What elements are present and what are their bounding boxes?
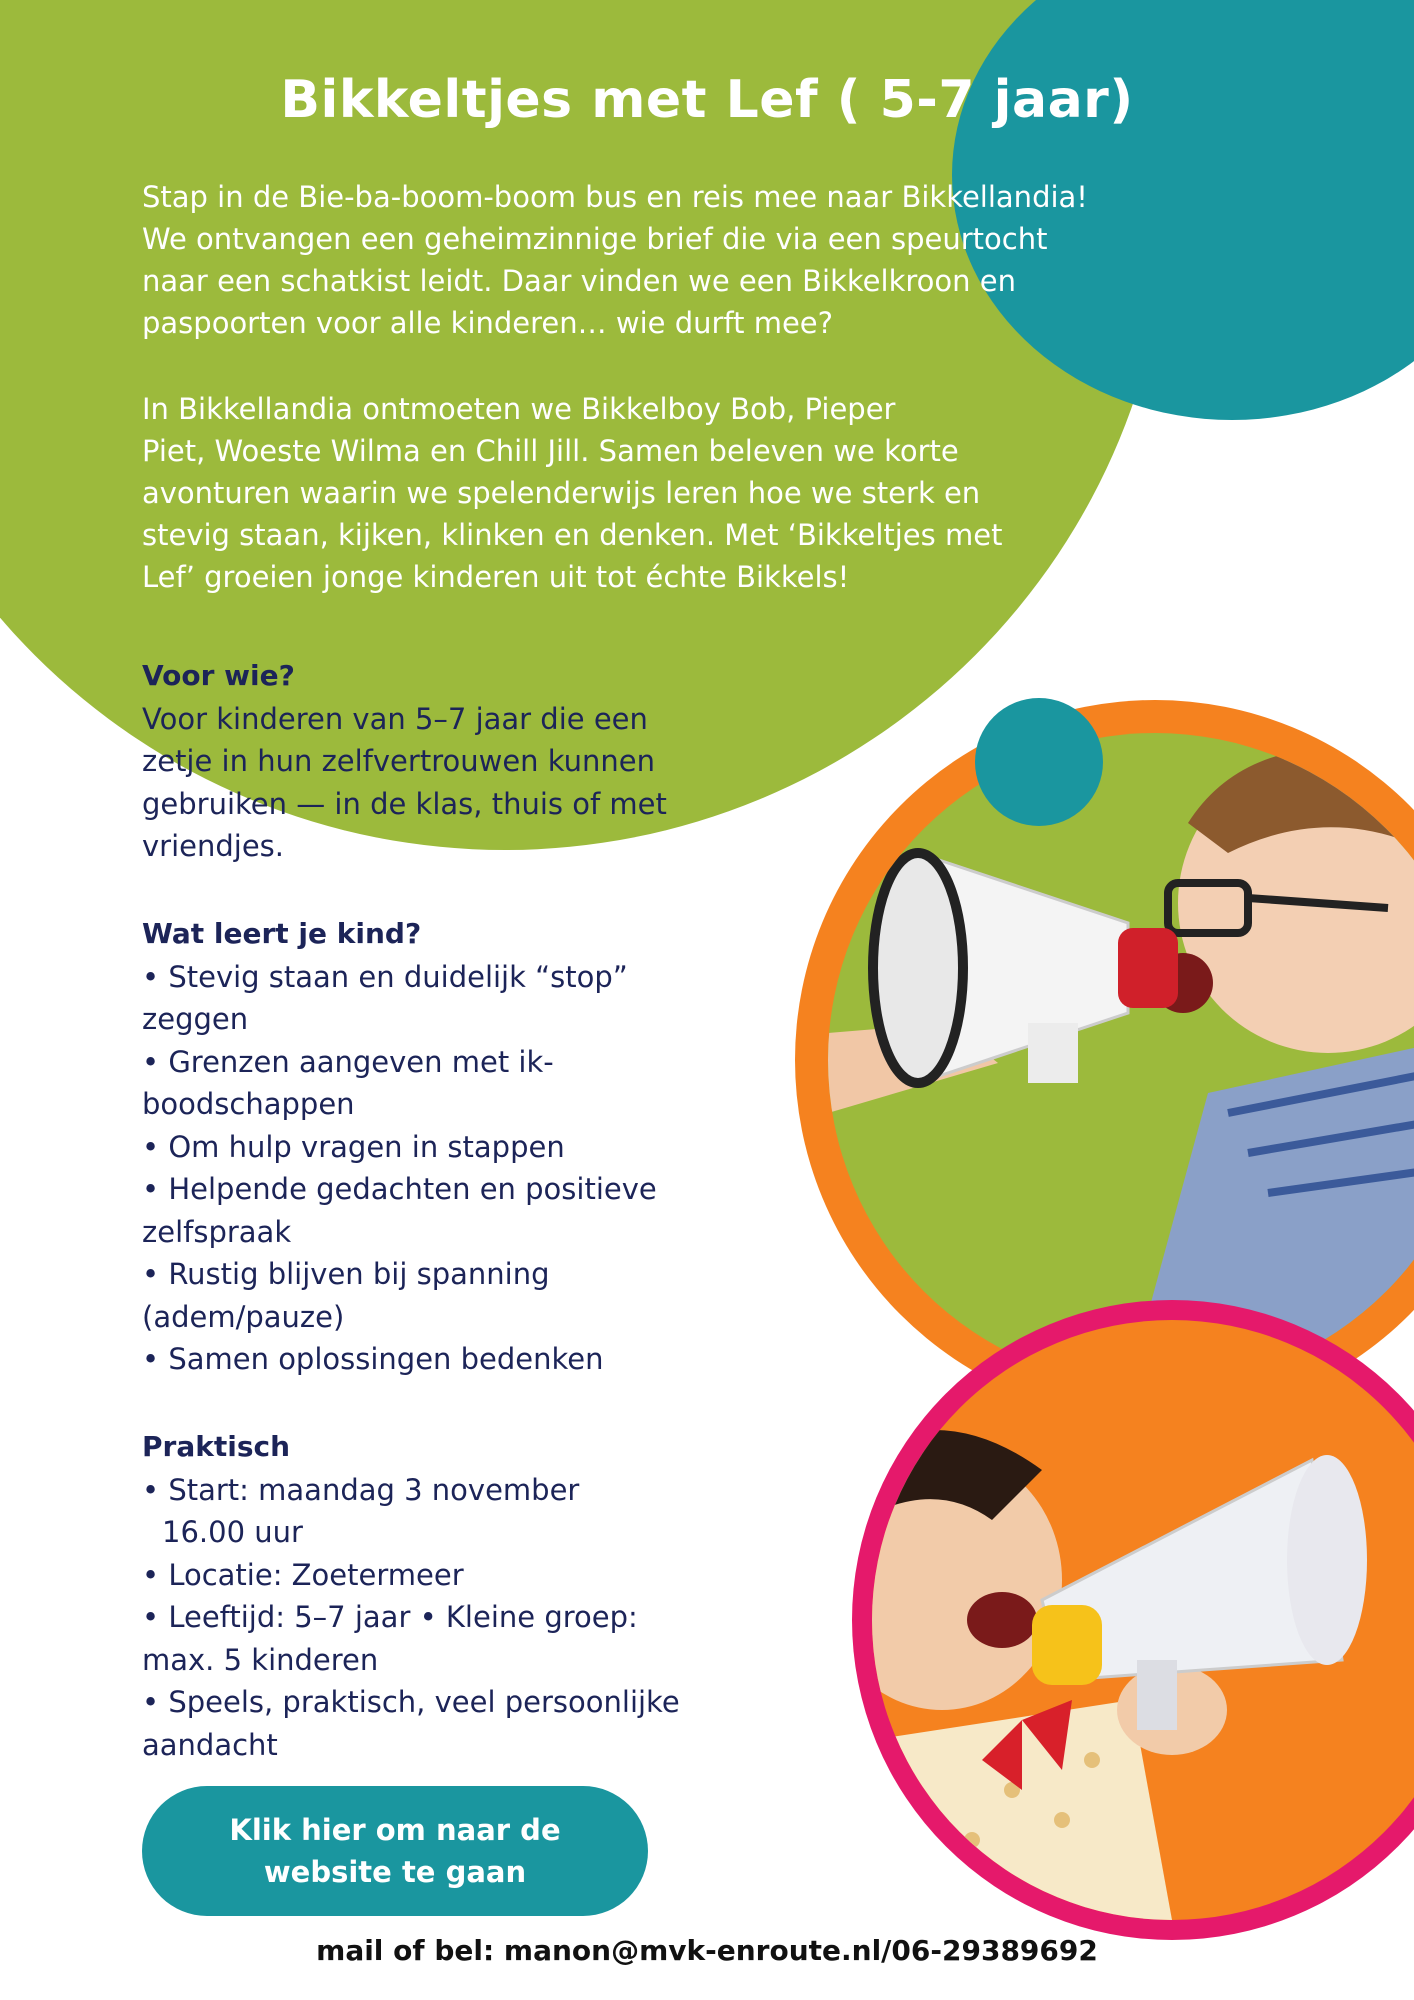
text-line: gebruiken — in de klas, thuis of met: [142, 786, 667, 821]
text-line: Voor kinderen van 5–7 jaar die een: [142, 701, 648, 736]
text-line: We ontvangen een geheimzinnige brief die via een speurtocht: [142, 222, 1048, 256]
list-item: 16.00 uur: [162, 1515, 303, 1549]
list-item: • Stevig staan en duidelijk “stop”: [142, 959, 628, 994]
list-item: zeggen: [142, 1002, 249, 1036]
text-line: paspoorten voor alle kinderen… wie durft mee?: [142, 306, 834, 340]
list-item: • Rustig blijven bij spanning: [142, 1257, 550, 1291]
list-item: aandacht: [142, 1727, 278, 1762]
list-item: • Om hulp vragen in stappen: [142, 1129, 565, 1164]
list-item: • Start: maandag 3 november: [142, 1472, 580, 1507]
intro-paragraph: [142, 176, 1088, 344]
section-voor-wie: [142, 655, 667, 868]
list-item: • Samen oplossingen bedenken: [142, 1342, 604, 1376]
intro-paragraph-2: [142, 388, 1002, 598]
list-item: • Leeftijd: 5–7 jaar • Kleine groep:: [142, 1600, 638, 1634]
section-heading: Wat leert je kind?: [142, 917, 422, 950]
website-link-button[interactable]: [142, 1786, 648, 1916]
text-line: Stap in de Bie-ba-boom-boom bus en reis mee naar Bikkellandia!: [142, 180, 1088, 214]
text-line: Lef’ groeien jonge kinderen uit tot échte Bikkels!: [142, 560, 850, 594]
section-wat-leert-je-kind: [142, 913, 657, 1381]
list-item: • Locatie: Zoetermeer: [142, 1557, 464, 1592]
button-label-line-2: website te gaan: [263, 1855, 527, 1889]
text-line: Piet, Woeste Wilma en Chill Jill. Samen beleven we korte: [142, 434, 959, 468]
button-label-line-1: Klik hier om naar de: [229, 1813, 561, 1847]
list-item: (adem/pauze): [142, 1299, 345, 1334]
section-heading: Voor wie?: [142, 659, 295, 692]
list-item: • Grenzen aangeven met ik-: [142, 1044, 554, 1079]
list-item: • Speels, praktisch, veel persoonlijke: [142, 1685, 680, 1719]
text-line: stevig staan, kijken, klinken en denken. Met ‘Bikkeltjes met: [142, 518, 1003, 552]
text-line: In Bikkellandia ontmoeten we Bikkelboy Bob, Pieper: [142, 392, 896, 426]
page-title: Bikkeltjes met Lef ( 5-7 jaar): [280, 70, 1134, 130]
section-praktisch: [142, 1426, 680, 1766]
text-line: zetje in hun zelfvertrouwen kunnen: [142, 744, 656, 778]
section-heading: Praktisch: [142, 1430, 291, 1463]
list-item: max. 5 kinderen: [142, 1642, 379, 1677]
list-item: zelfspraak: [142, 1214, 292, 1249]
list-item: • Helpende gedachten en positieve: [142, 1172, 657, 1206]
teal-dot: [975, 698, 1103, 826]
text-line: naar een schatkist leidt. Daar vinden we een Bikkelkroon en: [142, 264, 1016, 298]
text-line: vriendjes.: [142, 829, 284, 863]
contact-info: mail of bel: manon@mvk-enroute.nl/06-29389692: [316, 1934, 1098, 1967]
text-line: avonturen waarin we spelenderwijs leren hoe we sterk en: [142, 476, 981, 510]
list-item: boodschappen: [142, 1087, 355, 1121]
